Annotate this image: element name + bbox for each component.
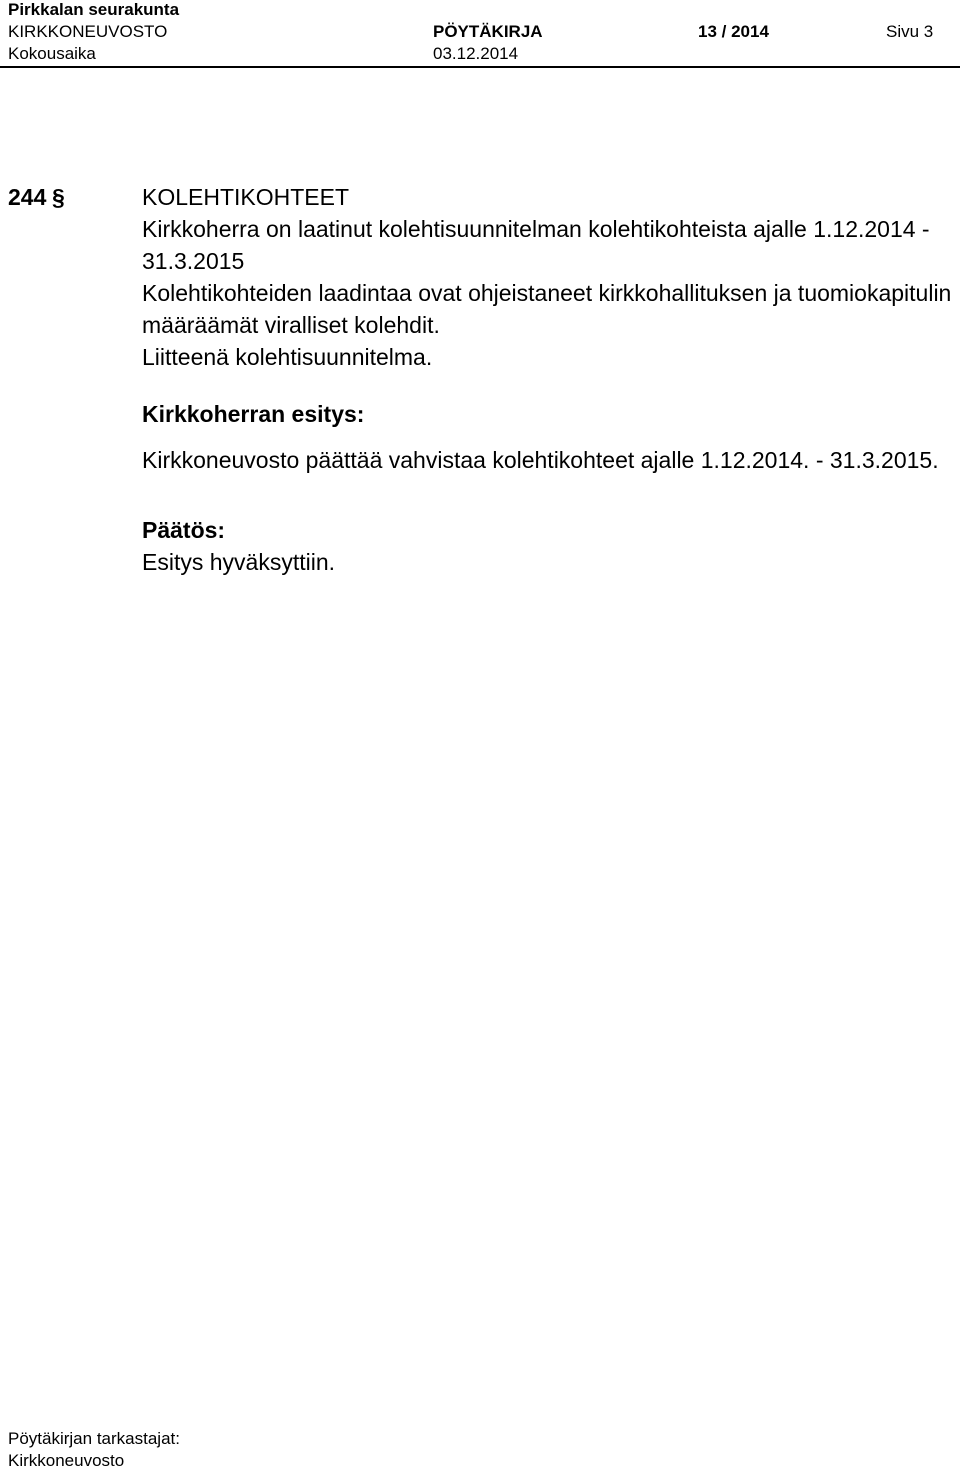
decision-heading: Päätös: xyxy=(142,517,226,543)
document-number: 13 / 2014 xyxy=(698,22,769,41)
body-line-5: Liitteenä kolehtisuunnitelma. xyxy=(142,344,433,370)
section-title: KOLEHTIKOHTEET xyxy=(142,184,350,210)
document-type: PÖYTÄKIRJA xyxy=(433,22,543,41)
page-number: Sivu 3 xyxy=(886,22,934,41)
body-name: KIRKKONEUVOSTO xyxy=(8,22,168,41)
proposal-heading: Kirkkoherran esitys: xyxy=(142,401,365,427)
body-line-4: määräämät viralliset kolehdit. xyxy=(142,312,440,338)
organization-name: Pirkkalan seurakunta xyxy=(8,0,180,19)
checkers-label: Pöytäkirjan tarkastajat: xyxy=(8,1429,180,1448)
meeting-label: Kokousaika xyxy=(8,44,96,63)
body-line-2: 31.3.2015 xyxy=(142,248,245,274)
decision-text: Esitys hyväksyttiin. xyxy=(142,549,335,575)
footer-body-label: Kirkkoneuvosto xyxy=(8,1451,125,1470)
proposal-text: Kirkkoneuvosto päättää vahvistaa kolehtikohteet ajalle 1.12.2014. - 31.3.2015. xyxy=(142,447,939,473)
header-divider xyxy=(0,66,960,68)
section-number: 244 xyxy=(8,184,47,210)
section-symbol: § xyxy=(52,184,65,210)
meeting-date: 03.12.2014 xyxy=(433,44,519,63)
body-line-1: Kirkkoherra on laatinut kolehtisuunnitelman kolehtikohteista ajalle 1.12.2014 - xyxy=(142,216,930,242)
body-line-3: Kolehtikohteiden laadintaa ovat ohjeistaneet kirkkohallituksen ja tuomiokapitulin xyxy=(142,280,952,306)
